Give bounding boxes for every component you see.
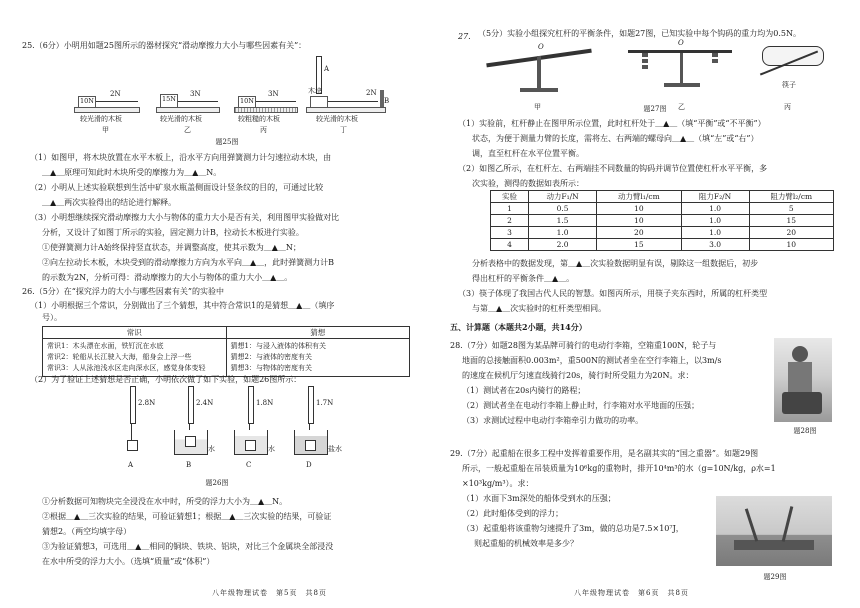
q27-th-2: 动力F₁/N (529, 191, 597, 203)
q27-line-1: （1）实验前，杠杆静止在图甲所示位置，此时杠杆处于＿▲＿（填“平衡”或“不平衡”） (458, 119, 766, 128)
q27-th-5: 阻力臂l₂/cm (749, 191, 833, 203)
scale-a-label: A (324, 65, 330, 73)
q27-line-8: （3）筷子体现了我国古代人民的智慧。如图丙所示，用筷子夹东西时，所属的杠杆类型 (458, 289, 768, 298)
cell: 0.5 (529, 203, 597, 215)
liquid-b: 水 (208, 445, 215, 453)
cell: 10 (749, 239, 833, 251)
fig25-caption: 题25图 (215, 138, 239, 146)
surface-ding: 较光滑的木板 (316, 115, 358, 123)
reading-d: 1.7N (316, 399, 334, 407)
q25-line-5: （3）小明想继续探究滑动摩擦力大小与物体的重力大小是否有关，利用图甲实验做对比 (30, 213, 340, 222)
metal-block (185, 436, 196, 447)
q29-line-2: 所示，一般起重船在吊装质量为10⁶kg的重物时，排开10⁴m³的水（g=10N/kg，ρ水=1 (462, 464, 776, 473)
q27-line-9: 与第＿▲＿次实验时的杠杆类型相同。 (472, 304, 607, 313)
fig27-caption: 题27图 (643, 105, 667, 113)
q25-line-8: ②向左拉动长木板，木块受到的滑动摩擦力方向为水平向＿▲＿，此时弹簧测力计B (42, 258, 335, 267)
q28-line-6: （3）求测试过程中电动行李箱牵引力做功的功率。 (462, 416, 644, 425)
label-b: B (186, 461, 192, 469)
cell: 20 (749, 227, 833, 239)
cell: 5 (749, 203, 833, 215)
common-2: 常识2：轮船从长江驶入大海，船身会上浮一些 (47, 353, 192, 361)
q25-line-1: （1）如图甲，将木块放置在水平木板上，沿水平方向用弹簧测力计匀速拉动木块，由 (30, 153, 332, 162)
cell: 1.0 (681, 215, 749, 227)
q27-num: 27. (458, 32, 471, 41)
q26-table-common (43, 339, 227, 377)
spring-scale-icon (130, 386, 136, 424)
pivot-o: O (538, 43, 544, 51)
figure-29-photo (716, 496, 832, 566)
q25-line-4: ＿▲＿两次实验得出的结论进行解释。 (42, 198, 177, 207)
table-row (491, 203, 834, 215)
q29-line-3: ×10³kg/m³）。求： (462, 479, 534, 488)
surface-yi: 较光滑的木板 (160, 115, 202, 123)
reading-a: 2.8N (138, 399, 156, 407)
q27-line-6: 分析表格中的数据发现，第＿▲＿次实验数据明显有误，剔除这一组数据后，初步 (472, 259, 759, 268)
q27-table (490, 190, 834, 251)
q25-line-9: 的示数为2N，分析可得：滑动摩擦力的大小与物体的重力大小＿▲＿。 (42, 273, 293, 282)
cell: 2.0 (529, 239, 597, 251)
label-d: D (306, 461, 312, 469)
cell: 3 (491, 227, 529, 239)
label-jia: 甲 (102, 126, 109, 134)
q26-line-2: （2）为了验证上述猜想是否正确，小明依次做了如下实验，如题26图所示： (30, 375, 302, 384)
board-yi (156, 107, 220, 113)
q26-table-header-1: 常识 (43, 327, 227, 339)
lever-stand (537, 56, 541, 88)
table-row (491, 227, 834, 239)
force-ding: 2N (366, 89, 377, 97)
spring-scale-icon (188, 386, 194, 424)
q28-body (450, 338, 768, 428)
cell: 1.0 (529, 227, 597, 239)
force-jia: 2N (110, 90, 121, 98)
cell: 1 (491, 203, 529, 215)
q26-line-4: ②根据＿▲＿三次实验的结果，可验证猜想1；根据＿▲＿三次实验的结果，可验证 (42, 512, 332, 521)
q26-body (42, 494, 430, 569)
cell: 4 (491, 239, 529, 251)
q26-table-guess (226, 339, 410, 377)
q25-body (30, 150, 430, 285)
q29-line-1: 29.（7分）起重船在很多工程中发挥着重要作用，是名副其实的“国之重器”。如题29图 (450, 449, 759, 458)
q26-head: 26.（5分）在“探究浮力的大小与哪些因素有关”的实验中 (22, 287, 224, 296)
q27-line-7: 得出杠杆的平衡条件＿▲＿。 (472, 274, 575, 283)
cell: 2 (491, 215, 529, 227)
force-yi: 3N (190, 90, 201, 98)
q28-line-4: （1）测试者在20s内骑行的路程； (462, 386, 586, 395)
lever-jia (480, 40, 600, 111)
q28-line-2: 地面的总接触面积0.003m²，重500N的测试者坐在空行李箱上，以3m/s (462, 356, 722, 365)
label-yi: 乙 (184, 126, 191, 134)
q27-th-3: 动力臂l₁/cm (597, 191, 681, 203)
q26-table-header-2: 猜想 (226, 327, 410, 339)
label-jia-27: 甲 (534, 103, 541, 111)
spring-scale-jia (96, 101, 138, 102)
q26-table (42, 326, 410, 377)
pivot-o: O (678, 39, 684, 47)
setup-c (230, 386, 282, 478)
fig26-caption: 题26图 (205, 479, 229, 487)
q25-line-2: ＿▲＿原理可知此时木块所受的摩擦力为＿▲＿N。 (42, 168, 222, 177)
q26-line-1b: 号）。 (42, 313, 62, 322)
lever-base (520, 88, 558, 92)
setup-d (290, 386, 350, 478)
q26-line-5: 猜想2。（两空均填字母） (42, 527, 132, 536)
rider-head (792, 346, 808, 362)
spring-scale-icon (248, 386, 254, 424)
q27-th-1: 实验 (491, 191, 529, 203)
q27-line-3: 调，直至杠杆在水平位置平衡。 (472, 149, 584, 158)
hand-icon (762, 46, 824, 66)
fig25-panel-ding (310, 54, 414, 134)
liquid-c: 水 (268, 445, 275, 453)
crane-boom (782, 506, 794, 542)
label-bing-27: 丙 (784, 103, 791, 111)
hook-weights-left (642, 53, 648, 71)
cell: 10 (597, 215, 681, 227)
fig28-caption: 题28图 (793, 427, 817, 435)
lever-stand (680, 53, 683, 83)
section-5-title: 五、计算题（本题共2小题，共14分） (450, 322, 587, 332)
label-a: A (128, 461, 134, 469)
table-row (491, 239, 834, 251)
q27-body-a (458, 116, 842, 191)
q25-line-6: 分析，又设计了如图丁所示的实验，固定测力计B，拉动长木板进行实验。 (42, 228, 304, 237)
metal-block (245, 440, 256, 451)
q25-line-3: （2）小明从上述实验联想到生活中矿泉水瓶盖侧面设计竖条纹的目的，可通过比较 (30, 183, 324, 192)
q29-line-5: （2）此时船体受到的浮力； (462, 509, 564, 518)
figure-25 (74, 54, 414, 150)
q29-line-6: （3）起重船将该重物匀速提升了3m，做的总功是7.5×10⁷J， (462, 524, 684, 533)
block-ding-label: 木块 (308, 87, 322, 95)
reading-c: 1.8N (256, 399, 274, 407)
board-ding (306, 107, 386, 113)
left-footer: 八年级物理试卷 第5页 共8页 (212, 589, 327, 597)
metal-block (127, 440, 138, 451)
spring-scale-icon (308, 386, 314, 424)
guess-3: 猜想3：与物体的密度有关 (230, 364, 312, 372)
cell: 3.0 (681, 239, 749, 251)
spring-scale-yi (178, 101, 218, 102)
board-jia (74, 107, 140, 113)
q29-line-7: 则起重船的机械效率是多少？ (474, 539, 578, 548)
figure-26 (112, 386, 352, 478)
q26-line-6: ③为验证猜想3，可选用＿▲＿相同的铜块、铁块、铝块，对比三个金属块全部浸没 (42, 542, 334, 551)
reading-b: 2.4N (196, 399, 214, 407)
label-yi-27: 乙 (678, 103, 685, 111)
chopsticks-bing (758, 40, 830, 111)
common-3: 常识3：人从泳池浅水区走向深水区，感觉身体变轻 (47, 364, 206, 372)
rider-body (788, 362, 812, 392)
suitcase (782, 392, 822, 414)
cell: 1.0 (681, 203, 749, 215)
string (131, 424, 132, 440)
metal-block (305, 440, 316, 451)
lever-base (664, 83, 700, 87)
cell: 1.5 (529, 215, 597, 227)
q26-line-7: 在水中所受的浮力大小。（选填“质量”或“体积”） (42, 557, 215, 566)
spring-scale-b (328, 101, 378, 102)
q28-line-3: 的速度在候机厅匀速直线骑行20s，骑行时所受阻力为20N。求： (462, 371, 694, 380)
q26-line-3: ①分析数据可知物块完全浸没在水中时，所受的浮力大小为＿▲＿N。 (42, 497, 288, 506)
chopstick-label: 筷子 (782, 81, 796, 89)
q27-line-2: 状态，为便于测量力臂的长度，需将左、右两端的螺母向＿▲＿（填“左”或“右”） (472, 134, 759, 143)
q27-head: （5分）实验小组探究杠杆的平衡条件，如题27图，已知实验中每个钩码的重力均为0.5N。 (478, 29, 801, 38)
right-footer: 八年级物理试卷 第6页 共8页 (574, 589, 689, 597)
hook-weights-right (712, 53, 718, 65)
common-1: 常识1：木头漂在水面，铁钉沉在水底 (47, 342, 164, 350)
cell: 20 (597, 227, 681, 239)
spring-scale-bing (256, 101, 296, 102)
q27-body-b (458, 256, 842, 316)
label-ding: 丁 (340, 126, 347, 134)
q27-line-4: （2）如图乙所示，在杠杆左、右两端挂不同数量的钩码并调节位置使杠杆水平平衡，多 (458, 164, 768, 173)
block-jia: 10N (78, 96, 96, 109)
q27-th-4: 阻力F₂/N (681, 191, 749, 203)
cell: 10 (597, 203, 681, 215)
surface-jia: 较光滑的木板 (80, 115, 122, 123)
q26-line-1: （1）小明根据三个常识，分别做出了三个猜想，其中符合常识1的是猜想＿▲＿（填序 (30, 301, 335, 310)
liquid-d: 盐水 (328, 445, 342, 453)
block-yi: 15N (160, 94, 178, 109)
block-bing: 10N (238, 96, 256, 109)
fig29-caption: 题29图 (763, 573, 787, 581)
cell: 15 (597, 239, 681, 251)
setup-a (112, 386, 162, 478)
q28-line-5: （2）测试者坐在电动行李箱上静止时，行李箱对水平地面的压强； (462, 401, 700, 410)
figure-28-photo (774, 338, 832, 422)
guess-1: 猜想1：与浸入液体的体积有关 (230, 342, 326, 350)
q28-line-1: 28.（7分）如题28图为某品牌可骑行的电动行李箱，空箱重100N，轮子与 (450, 341, 717, 350)
guess-2: 猜想2：与液体的密度有关 (230, 353, 312, 361)
q27-line-5: 次实验，测得的数据如表所示： (472, 179, 584, 188)
setup-b (170, 386, 222, 478)
scale-b-label: B (384, 97, 390, 105)
crane-boom (745, 508, 758, 541)
board-bing (234, 107, 298, 113)
cell: 1.0 (681, 227, 749, 239)
label-c: C (246, 461, 252, 469)
label-bing: 丙 (260, 126, 267, 134)
force-bing: 3N (268, 90, 279, 98)
crane-ship-hull (734, 540, 814, 550)
table-row (491, 215, 834, 227)
surface-bing: 较粗糙的木板 (238, 115, 280, 123)
q25-head: 25.（6分）小明用如题25图所示的器材探究“滑动摩擦力大小与哪些因素有关”： (22, 41, 307, 50)
cell: 15 (749, 215, 833, 227)
q25-line-7: ①使弹簧测力计A始终保持竖直状态，并调整高度，使其示数为＿▲＿N； (42, 243, 301, 252)
q29-line-4: （1）水面下3m深处的船体受到水的压强； (462, 494, 616, 503)
